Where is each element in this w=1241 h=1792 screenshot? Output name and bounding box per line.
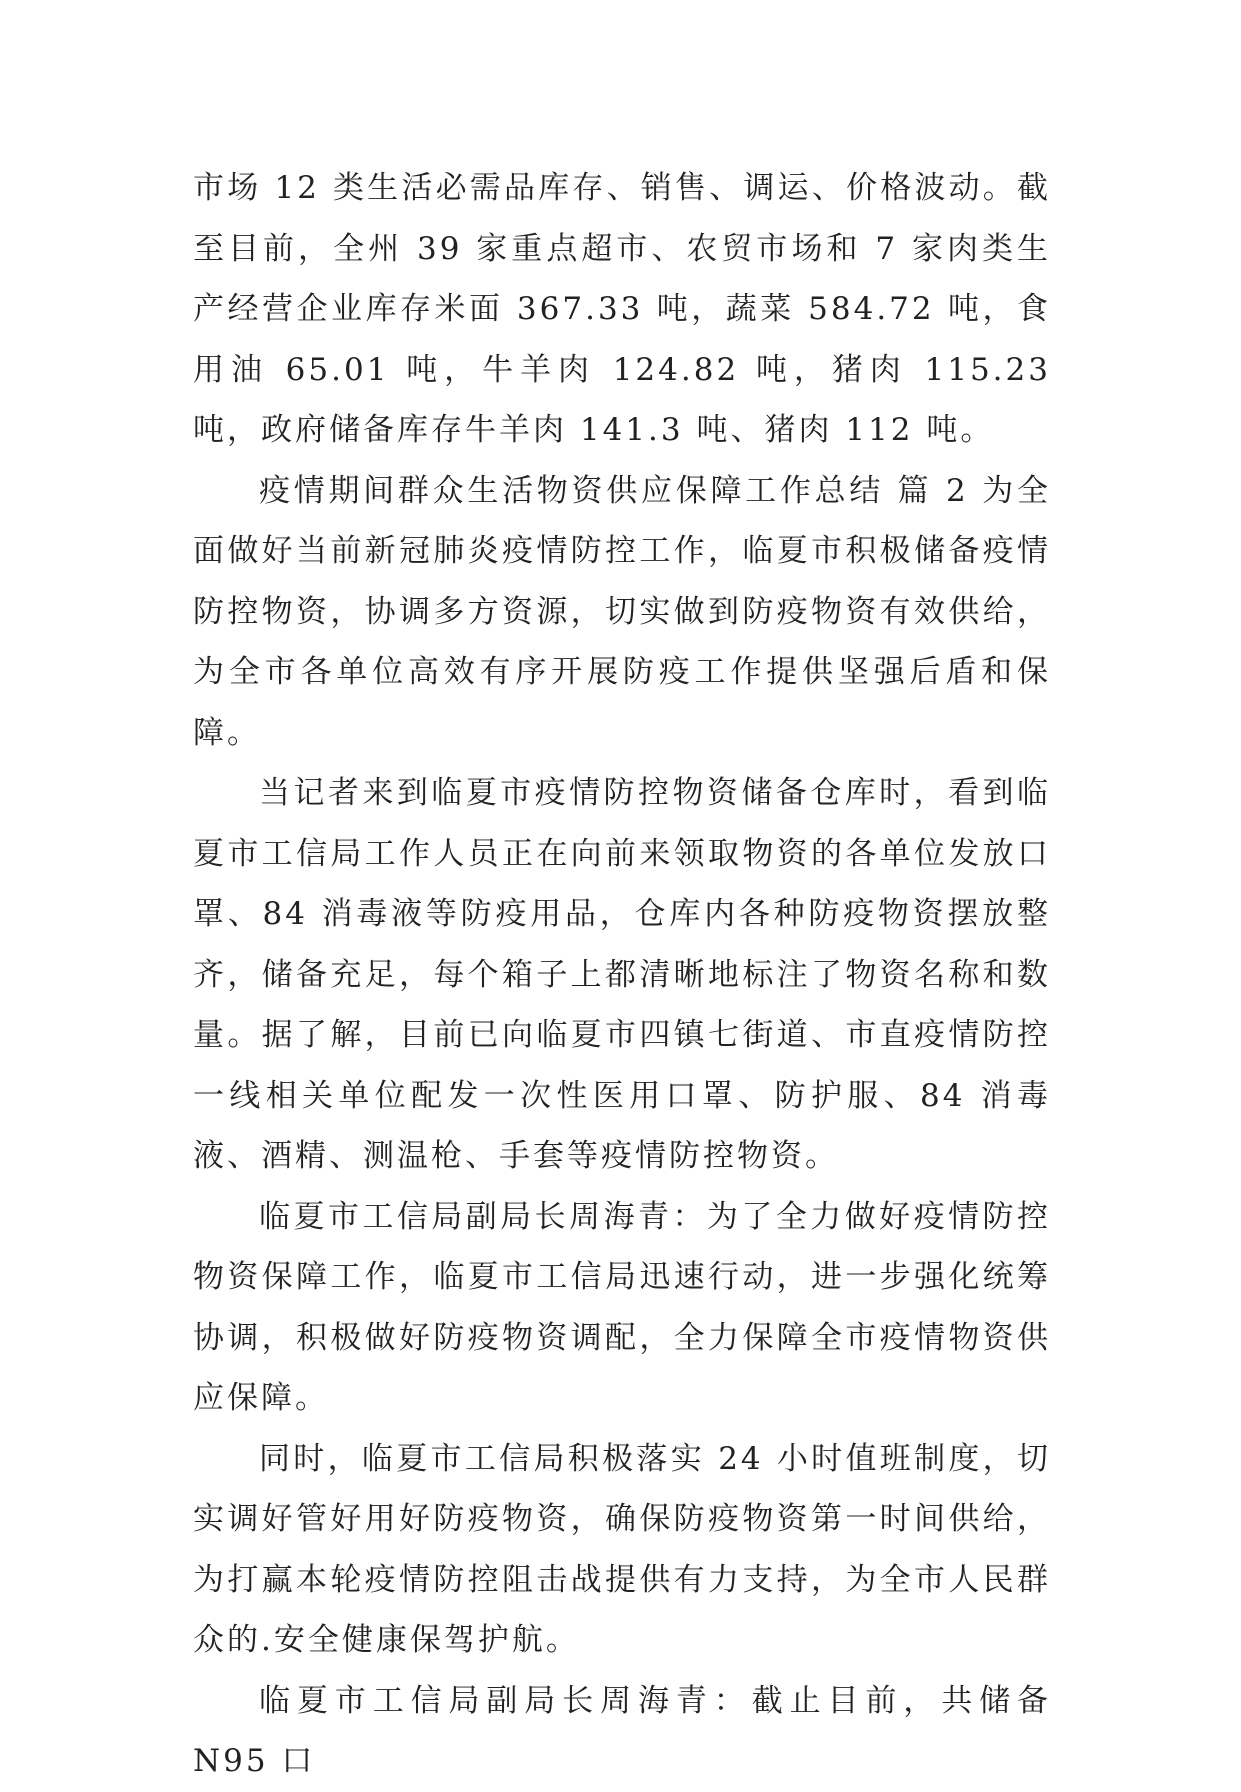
- paragraph-duty-system: 同时，临夏市工信局积极落实 24 小时值班制度，切实调好管好用好防疫物资，确保防疫物资第一时间供给，为打赢本轮疫情防控阻击战提供有力支持，为全市人民群众的.安全健康保驾护航。: [193, 1440, 1051, 1658]
- paragraph-warehouse-visit: 当记者来到临夏市疫情防控物资储备仓库时，看到临夏市工信局工作人员正在向前来领取物资的各单位发放口罩、84 消毒液等防疫用品，仓库内各种防疫物资摆放整齐，储备充足，每个箱子上都清晰地标注了物资名称和数量。据了解，目前已向临夏市四镇七街道、市直疫情防控一线相关单位配发一次性医用口罩、防护服、84 消毒液、酒精、测温枪、手套等疫情防控物资。: [193, 775, 1051, 1174]
- paragraph-market-stock: 市场 12 类生活必需品库存、销售、调运、价格波动。截至目前，全州 39 家重点超市、农贸市场和 7 家肉类生产经营企业库存米面 367.33 吨，蔬菜 584.72 吨，食用油 65.01 吨，牛羊肉 124.82 吨，猪肉 115.23 吨，政府储备库存牛羊肉 141.3 吨、猪肉 112 吨。: [193, 170, 1051, 448]
- paragraph-reserve-quote: 临夏市工信局副局长周海青：截止目前，共储备 N95 口: [193, 1682, 1051, 1779]
- paragraph-official-quote: 临夏市工信局副局长周海青：为了全力做好疫情防控物资保障工作，临夏市工信局迅速行动，进一步强化统筹协调，积极做好防疫物资调配，全力保障全市疫情物资供应保障。: [193, 1198, 1051, 1416]
- document-body: [193, 158, 1051, 1792]
- paragraph-summary-heading: 疫情期间群众生活物资供应保障工作总结 篇 2 为全面做好当前新冠肺炎疫情防控工作，临夏市积极储备疫情防控物资，协调多方资源，切实做到防疫物资有效供给，为全市各单位高效有序开展防疫工作提供坚强后盾和保障。: [193, 472, 1051, 751]
